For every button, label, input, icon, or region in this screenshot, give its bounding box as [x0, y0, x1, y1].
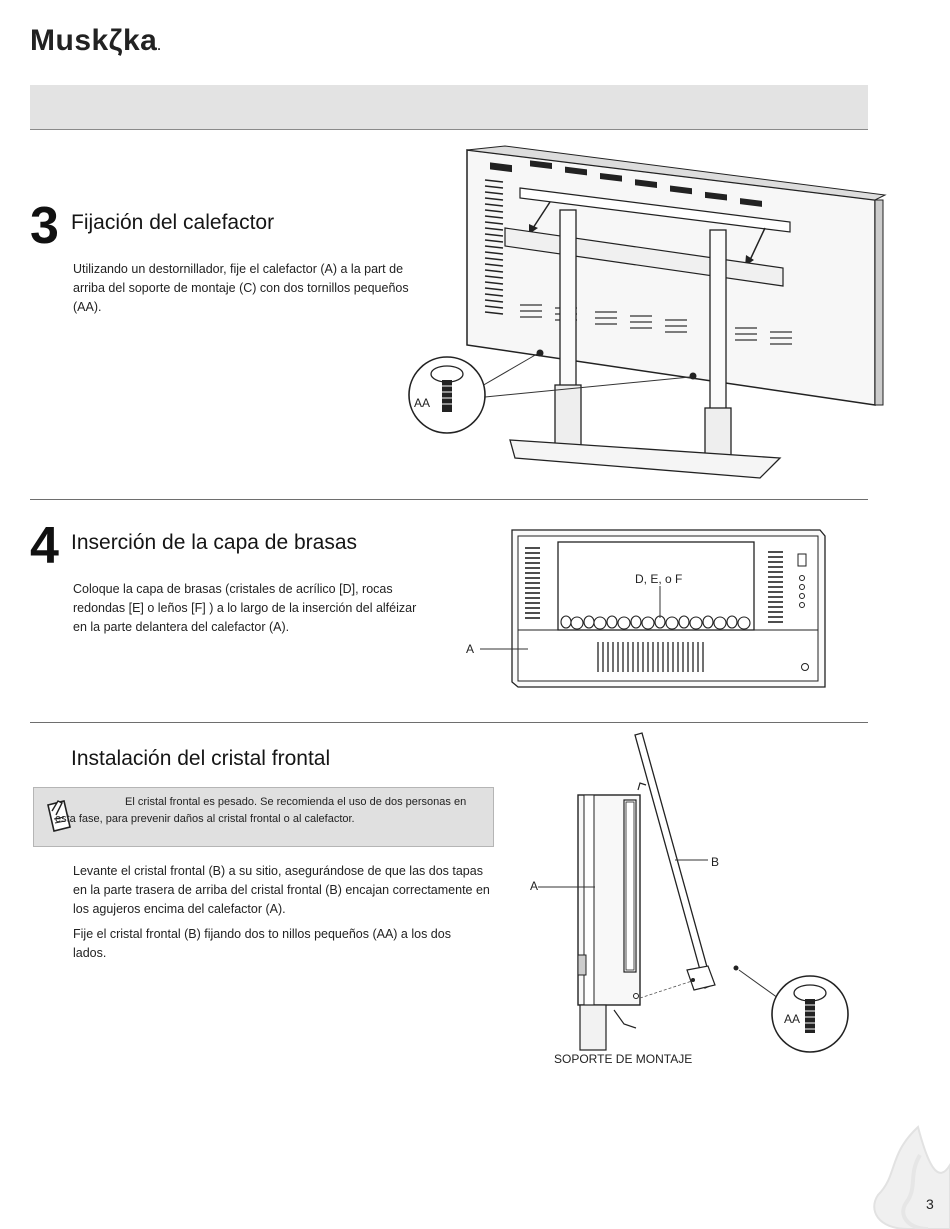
section-divider — [30, 499, 868, 500]
header-band — [30, 85, 868, 130]
step5-text-2: Fije el cristal frontal (B) fijando dos to nillos pequeños (AA) a los dos lados. — [73, 927, 451, 960]
note-text-body: El cristal frontal es pesado. Se recomienda el uso de dos personas en esta fase, para prevenir daños al cristal frontal o al calefactor. — [55, 796, 467, 825]
step3-number: 3 — [30, 197, 57, 255]
page-number: 3 — [926, 1196, 934, 1212]
step4-title: Inserción de la capa de brasas — [71, 531, 358, 554]
step5-label-a: A — [530, 879, 539, 893]
step4-number: 4 — [30, 517, 57, 575]
step5-text-1: Levante el cristal frontal (B) a su sitio, asegurándose de que las dos tapas en la parte trasera de arriba del cristal frontal (B) encajan correctamente en los agujeros encima del calefactor (A). — [73, 864, 490, 916]
step3-text: Utilizando un destornillador, fije el calefactor (A) a la part de arriba del soporte de montaje (C) con dos tornillos pequeños (AA). — [73, 262, 409, 314]
brand-logo — [30, 24, 161, 58]
step4-diagram — [480, 522, 830, 692]
step4-text: Coloque la capa de brasas (cristales de acrílico [D], rocas redondas [E] o leños [F] ) a lo largo de la inserción del alféizar en la parte delantera del calefactor (A). — [73, 582, 417, 634]
step3-diagram — [405, 140, 885, 485]
step5-label-b: B — [711, 855, 720, 869]
note-text — [55, 794, 480, 828]
brand-dot: . — [157, 39, 162, 53]
step4-label-a: A — [466, 642, 475, 656]
step5-label-aa: AA — [784, 1012, 801, 1026]
step3-title: Fijación del calefactor — [71, 211, 275, 234]
flame-watermark-icon — [868, 1125, 950, 1229]
step4-label-def: D, E, o F — [635, 572, 683, 586]
step3-callout-label: AA — [414, 396, 431, 410]
step5-diagram — [540, 730, 880, 1055]
step5-title: Instalación del cristal frontal — [71, 747, 331, 770]
step5-caption: SOPORTE DE MONTAJE — [554, 1052, 693, 1066]
brand-name: Muskζka — [30, 24, 158, 57]
section-divider-2 — [30, 722, 868, 723]
